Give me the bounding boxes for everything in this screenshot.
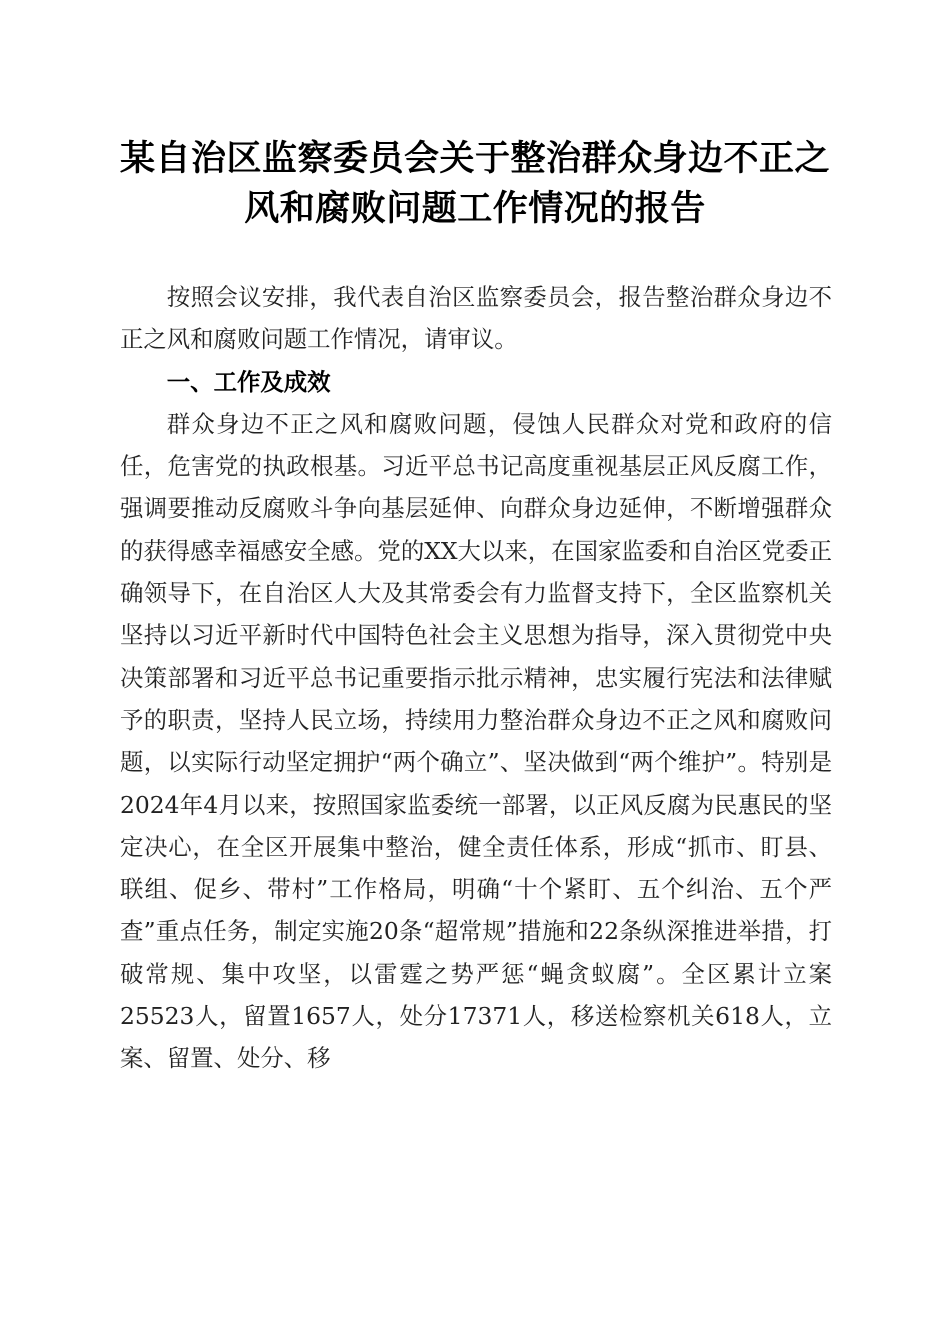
body-paragraph: 群众身边不正之风和腐败问题，侵蚀人民群众对党和政府的信任，危害党的执政根基。习近平总书记高度重视基层正风反腐工作，强调要推动反腐败斗争向基层延伸、向群众身边延伸，不断增强群众的获得感幸福感安全感。党的XX大以来，在国家监委和自治区党委正确领导下，在自治区人大及其常委会有力监督支持下，全区监察机关坚持以习近平新时代中国特色社会主义思想为指导，深入贯彻党中央决策部署和习近平总书记重要指示批示精神，忠实履行宪法和法律赋予的职责，坚持人民立场，持续用力整治群众身边不正之风和腐败问题，以实际行动坚定拥护“两个确立”、坚决做到“两个维护”。特别是2024年4月以来，按照国家监委统一部署，以正风反腐为民惠民的坚定决心，在全区开展集中整治，健全责任体系，形成“抓市、盯县、联组、促乡、带村”工作格局，明确“十个紧盯、五个纠治、五个严查”重点任务，制定实施20条“超常规”措施和22条纵深推进举措，打破常规、集中攻坚，以雷霆之势严惩“蝇贪蚁腐”。全区累计立案25523人，留置1657人，处分17371人，移送检察机关618人，立案、留置、处分、移: [120, 409, 832, 1073]
section-heading: 一、工作及成效: [166, 367, 331, 396]
intro-paragraph: 按照会议安排，我代表自治区监察委员会，报告整治群众身边不正之风和腐败问题工作情况，请审议。: [120, 283, 832, 354]
document-title: 某自治区监察委员会关于整治群众身边不正之风和腐败问题工作情况的报告: [119, 138, 830, 229]
document-body: [120, 276, 832, 1080]
